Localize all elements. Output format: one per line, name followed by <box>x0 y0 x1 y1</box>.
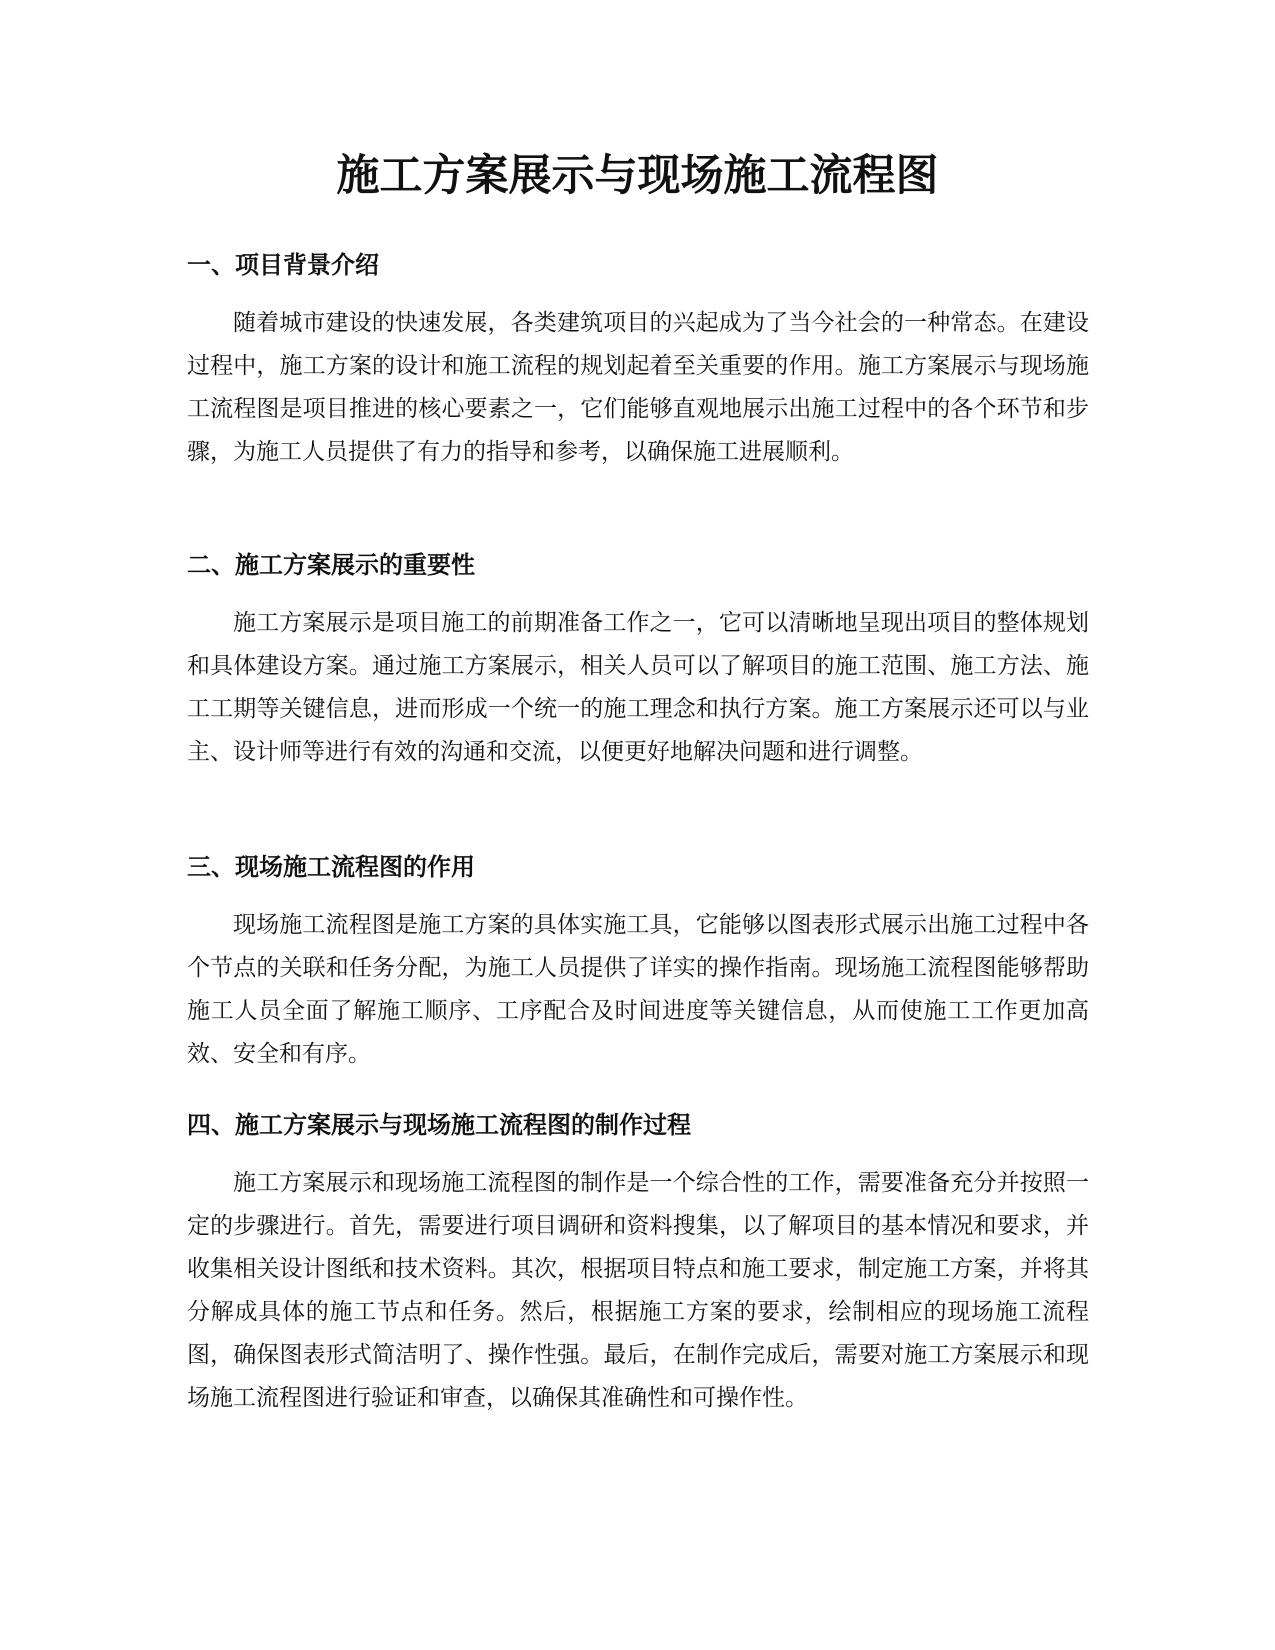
section-plan-importance <box>187 548 1089 774</box>
section-paragraph: 施工方案展示是项目施工的前期准备工作之一，它可以清晰地呈现出项目的整体规划和具体建设方案。通过施工方案展示，相关人员可以了解项目的施工范围、施工方法、施工工期等关键信息，进而形成一个统一的施工理念和执行方案。施工方案展示还可以与业主、设计师等进行有效的沟通和交流，以便更好地解决问题和进行调整。 <box>187 610 1089 765</box>
section-flowchart-role <box>187 850 1089 1076</box>
section-heading: 三、现场施工流程图的作用 <box>187 853 475 881</box>
document-title: 施工方案展示与现场施工流程图 <box>336 151 939 201</box>
section-production-process <box>187 1108 1089 1420</box>
section-heading: 四、施工方案展示与现场施工流程图的制作过程 <box>187 1111 691 1139</box>
section-project-background <box>187 248 1089 474</box>
section-paragraph: 施工方案展示和现场施工流程图的制作是一个综合性的工作，需要准备充分并按照一定的步骤进行。首先，需要进行项目调研和资料搜集，以了解项目的基本情况和要求，并收集相关设计图纸和技术资料。其次，根据项目特点和施工要求，制定施工方案，并将其分解成具体的施工节点和任务。然后，根据施工方案的要求，绘制相应的现场施工流程图，确保图表形式简洁明了、操作性强。最后，在制作完成后，需要对施工方案展示和现场施工流程图进行验证和审查，以确保其准确性和可操作性。 <box>187 1170 1089 1411</box>
section-paragraph: 随着城市建设的快速发展，各类建筑项目的兴起成为了当今社会的一种常态。在建设过程中，施工方案的设计和施工流程的规划起着至关重要的作用。施工方案展示与现场施工流程图是项目推进的核心要素之一，它们能够直观地展示出施工过程中的各个环节和步骤，为施工人员提供了有力的指导和参考，以确保施工进展顺利。 <box>187 310 1089 465</box>
section-paragraph: 现场施工流程图是施工方案的具体实施工具，它能够以图表形式展示出施工过程中各个节点的关联和任务分配，为施工人员提供了详实的操作指南。现场施工流程图能够帮助施工人员全面了解施工顺序、工序配合及时间进度等关键信息，从而使施工工作更加高效、安全和有序。 <box>187 912 1089 1067</box>
section-heading: 一、项目背景介绍 <box>187 251 379 279</box>
section-heading: 二、施工方案展示的重要性 <box>187 551 475 579</box>
